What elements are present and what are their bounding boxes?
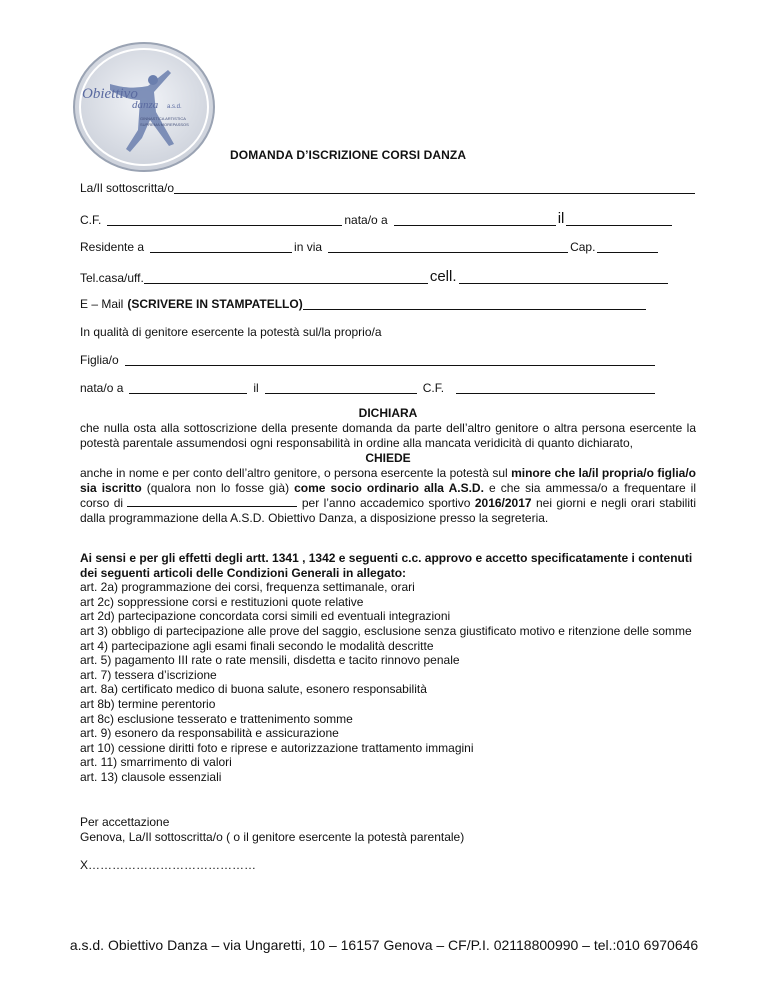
- logo-sub-2: SUPREMA MOREPASSOS: [140, 122, 189, 127]
- email-input[interactable]: [303, 298, 646, 310]
- label-cell: cell.: [429, 268, 457, 285]
- articles-intro: Ai sensi e per gli effetti degli artt. 1341 , 1342 e seguenti c.c. approvo e accetto specificatamente i contenuti dei seguenti articoli delle Condizioni Generali in allegato:: [80, 551, 693, 580]
- cf-input[interactable]: [107, 214, 342, 226]
- article-item: art. 13) clausole essenziali: [80, 769, 222, 784]
- article-item: art 10) cessione diritti foto e riprese e autorizzazione trattamento immagini: [80, 740, 474, 755]
- child-cf-input[interactable]: [456, 382, 655, 394]
- course-input[interactable]: [127, 496, 297, 507]
- article-item: art. 11) smarrimento di valori: [80, 755, 232, 770]
- article-item: art 4) partecipazione agli esami finali secondo le modalità descritte: [80, 638, 434, 653]
- article-item: art. 9) esonero da responsabilità e assicurazione: [80, 726, 339, 741]
- logo-sub-1: GINNASTICA ARTISTICA: [140, 116, 186, 121]
- label-via: in via: [294, 240, 323, 254]
- label-sottoscritto: La/Il sottoscritta/o: [80, 181, 175, 195]
- genova-line: Genova, La/Il sottoscritta/o ( o il genitore esercente la potestà parentale): [80, 829, 465, 844]
- article-item: art 2d) partecipazione concordata corsi simili ed eventuali integrazioni: [80, 609, 451, 624]
- footer-contacts: a.s.d. Obiettivo Danza – via Ungaretti, 10 – 16157 Genova – CF/P.I. 02118800990 – tel.:010 6970646: [69, 937, 699, 953]
- logo-text-1: Obiettivo: [82, 86, 138, 102]
- mobile-input[interactable]: [459, 272, 668, 284]
- label-nato2: nata/o a: [80, 381, 124, 395]
- dichiara-heading: DICHIARA: [358, 406, 418, 420]
- residence-input[interactable]: [150, 241, 292, 253]
- sottoscritto-input[interactable]: [174, 182, 695, 194]
- closing-section: [80, 815, 720, 873]
- child-birthplace-input[interactable]: [129, 382, 247, 394]
- articles-list: [80, 580, 720, 784]
- logo-suffix: a.s.d.: [167, 104, 182, 110]
- club-logo: [70, 40, 218, 175]
- articles-section: [80, 551, 720, 785]
- label-cf2: C.F.: [422, 381, 445, 395]
- label-cap: Cap.: [570, 240, 596, 254]
- label-figlio: Figlia/o: [80, 353, 119, 367]
- label-tel: Tel.casa/uff.: [80, 271, 144, 285]
- dichiara-section: [80, 406, 696, 526]
- chiede-text: anche in nome e per conto dell’altro genitore, o persona esercente la potestà sul minore che la/il propria/o figlia/o sia iscritto (qualora non lo fosse già) come socio ordinario alla A.S.D. e che sia ammessa/o a frequentare il corso di per l’anno accademico sportivo 2016/2017 nei giorni e negli orari stabiliti dalla programmazione della A.S.D. Obiettivo Danza, a disposizione presso la segreteria.: [80, 466, 697, 525]
- birthdate-input[interactable]: [566, 214, 672, 226]
- label-email: E – Mail: [80, 297, 124, 311]
- child-name-input[interactable]: [125, 354, 655, 366]
- article-item: art. 2a) programmazione dei corsi, frequenza settimanale, orari: [80, 580, 415, 595]
- article-item: art. 8a) certificato medico di buona salute, esonero responsabilità: [80, 682, 427, 697]
- article-item: art. 5) pagamento III rate o rate mensili, disdetta e tacito rinnovo penale: [80, 653, 460, 668]
- per-accettazione: Per accettazione: [80, 815, 170, 829]
- label-email-note: (SCRIVERE IN STAMPATELLO): [127, 297, 303, 311]
- label-nato: nata/o a: [344, 213, 388, 227]
- article-item: art 8b) termine perentorio: [80, 696, 216, 711]
- label-il2: il: [253, 381, 259, 395]
- phone-input[interactable]: [144, 272, 428, 284]
- logo-text-2: danza: [132, 99, 159, 111]
- child-birthdate-input[interactable]: [265, 382, 417, 394]
- signature-line[interactable]: X……………………………………: [80, 858, 257, 873]
- street-input[interactable]: [328, 241, 568, 253]
- label-residente: Residente a: [80, 240, 145, 254]
- label-cf: C.F.: [80, 213, 102, 227]
- chiede-heading: CHIEDE: [365, 451, 411, 465]
- dichiara-text: che nulla osta alla sottoscrizione della presente domanda da parte dell’altro genitore o altra persona esercente la potestà parentale assumendosi ogni responsabilità in ordine alla mancata veridicità di quanto dichiarato,: [80, 421, 696, 450]
- article-item: art 2c) soppressione corsi e restituzioni quote relative: [80, 594, 364, 609]
- label-il: il: [557, 210, 565, 227]
- article-item: art 8c) esclusione tesserato e trattenimento somme: [80, 711, 353, 726]
- birthplace-input[interactable]: [394, 214, 556, 226]
- form-title: DOMANDA D’ISCRIZIONE CORSI DANZA: [230, 148, 467, 162]
- label-qualita: In qualità di genitore esercente la potestà sul/la proprio/a: [80, 325, 382, 339]
- article-item: art 3) obbligo di partecipazione alle prove del saggio, esclusione senza giustificato motivo e ritenzione delle somme: [80, 623, 692, 638]
- cap-input[interactable]: [597, 241, 658, 253]
- article-item: art. 7) tessera d’iscrizione: [80, 667, 217, 682]
